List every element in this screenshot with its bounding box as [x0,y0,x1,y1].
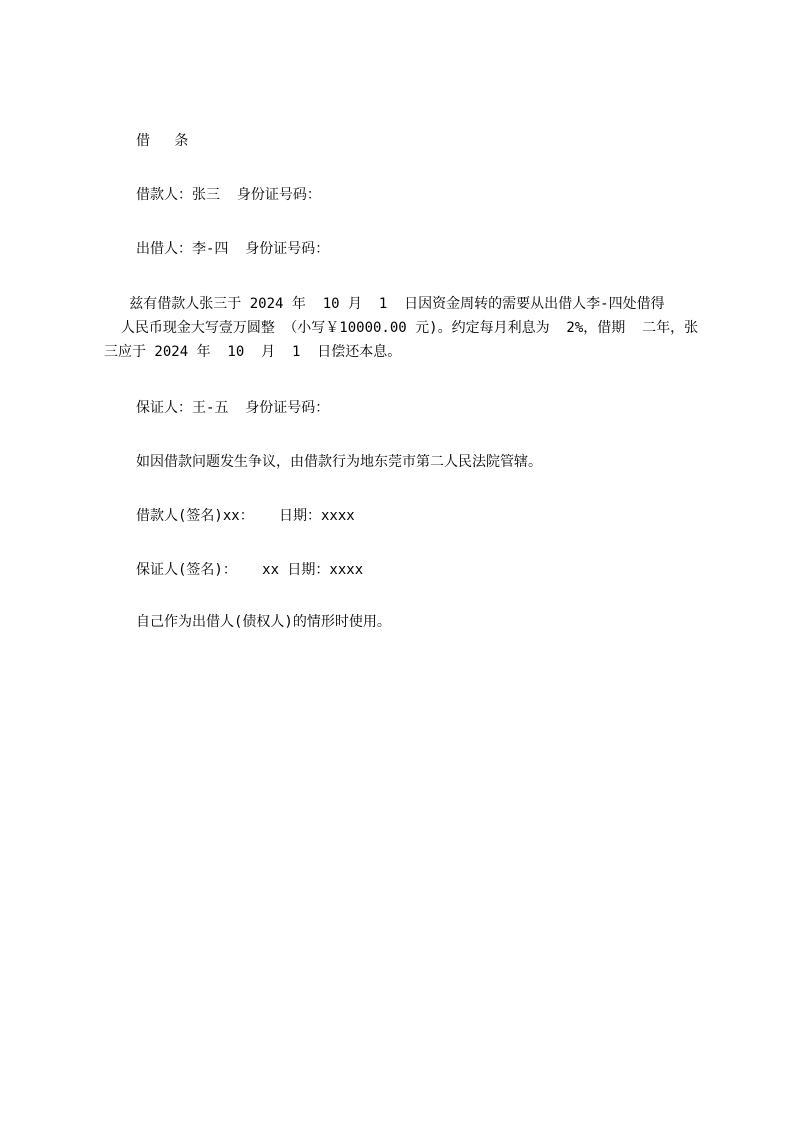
lender-info-line: 出借人：李-四 身份证号码： [136,241,330,257]
guarantor-info-line: 保证人：王-五 身份证号码： [136,400,330,416]
guarantor-signature-line: 保证人(签名)： xx 日期：xxxx [136,562,364,578]
loan-terms-line-2: 人民币现金大写壹万圆整 （小写￥10000.00 元)。约定每月利息为 2%，借期 二年，张 [104,320,698,336]
borrower-signature-line: 借款人(签名)xx： 日期：xxxx [136,508,355,524]
loan-terms-line-3: 三应于 2024 年 10 月 1 日偿还本息。 [104,344,402,360]
dispute-clause: 如因借款问题发生争议，由借款行为地东莞市第二人民法院管辖。 [136,454,542,470]
document-title: 借 条 [136,133,197,149]
borrower-info-line: 借款人：张三 身份证号码： [136,187,321,203]
loan-terms-line-1: 兹有借款人张三于 2024 年 10 月 1 日因资金周转的需要从出借人李-四处借得 [104,296,665,312]
loan-terms-paragraph [104,292,698,364]
usage-note: 自己作为出借人(债权人)的情形时使用。 [136,614,391,630]
